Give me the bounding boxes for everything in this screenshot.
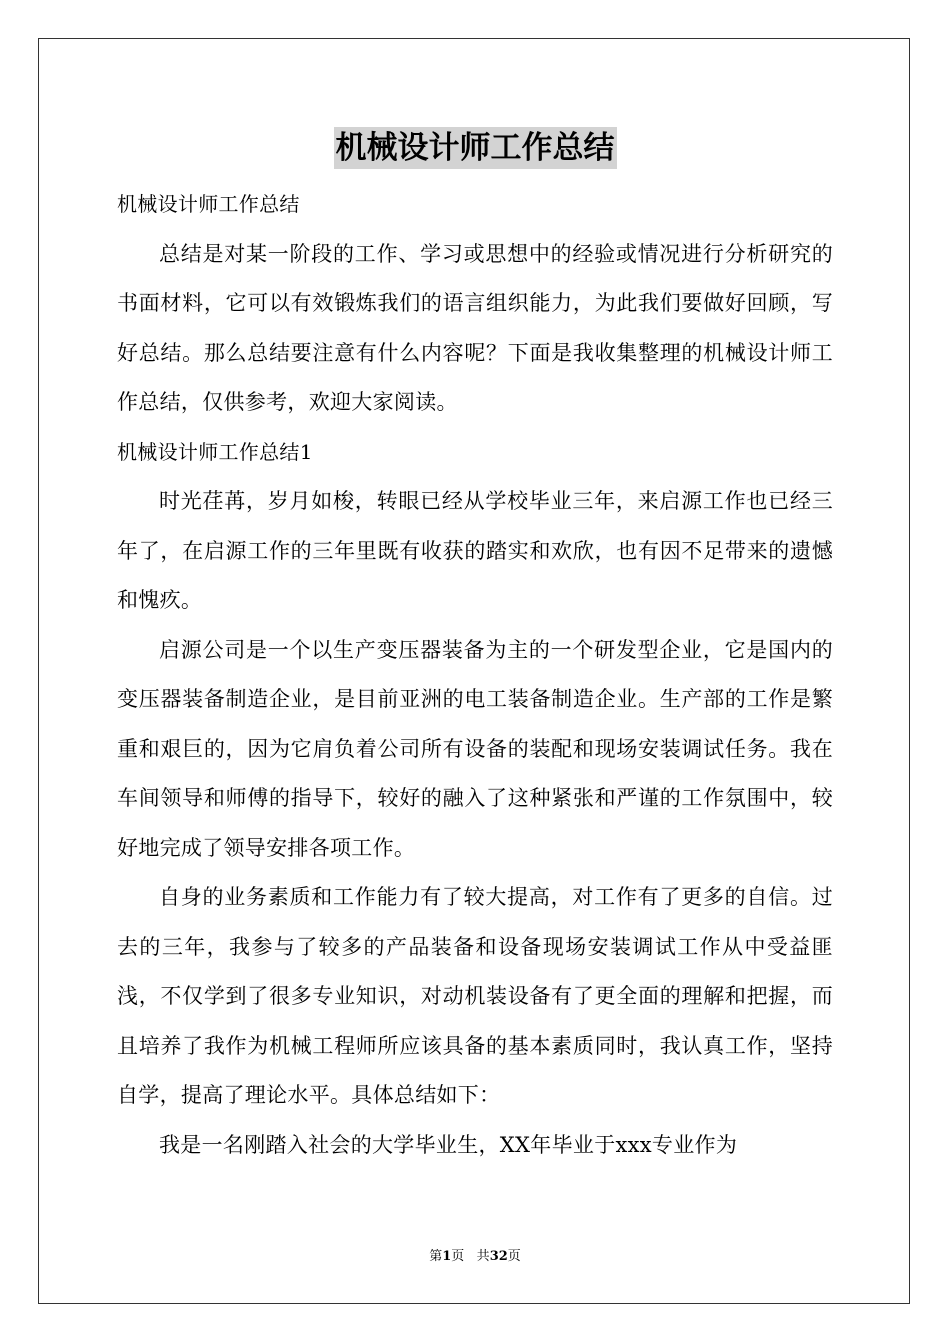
- total-prefix: 共: [476, 1249, 490, 1264]
- body-paragraph: 总结是对某一阶段的工作、学习或思想中的经验或情况进行分析研究的书面材料，它可以有效锻炼我们的语言组织能力，为此我们要做好回顾，写好总结。那么总结要注意有什么内容呢？下面是我收集整理的机械设计师工作总结，仅供参考，欢迎大家阅读。: [117, 241, 833, 414]
- total-unit: 页: [507, 1249, 521, 1264]
- page-total: 32: [489, 1249, 508, 1264]
- document-body: [117, 180, 833, 1170]
- body-paragraph: 时光荏苒，岁月如梭，转眼已经从学校毕业三年，来启源工作也已经三年了，在启源工作的三年里既有收获的踏实和欢欣，也有因不足带来的遗憾和愧疚。: [117, 489, 833, 612]
- body-paragraph: 我是一名刚踏入社会的大学毕业生，XX年毕业于xxx专业作为: [159, 1132, 738, 1157]
- page-current: 1: [442, 1249, 452, 1264]
- body-paragraph: 启源公司是一个以生产变压器装备为主的一个研发型企业，它是国内的变压器装备制造企业，是目前亚洲的电工装备制造企业。生产部的工作是繁重和艰巨的，因为它肩负着公司所有设备的装配和现场安装调试任务。我在车间领导和师傅的指导下，较好的融入了这种紧张和严谨的工作氛围中，较好地完成了领导安排各项工作。: [117, 637, 833, 860]
- body-paragraph: 自身的业务素质和工作能力有了较大提高，对工作有了更多的自信。过去的三年，我参与了较多的产品装备和设备现场安装调试工作从中受益匪浅，不仅学到了很多专业知识，对动机装设备有了更全面的理解和把握，而且培养了我作为机械工程师所应该具备的基本素质同时，我认真工作，坚持自学，提高了理论水平。具体总结如下：: [117, 885, 833, 1107]
- section-heading: 机械设计师工作总结: [117, 192, 300, 216]
- section-heading: 机械设计师工作总结1: [117, 439, 313, 464]
- page-footer: [0, 1248, 950, 1266]
- document-title: 机械设计师工作总结: [334, 127, 617, 169]
- page-prefix: 第: [429, 1249, 443, 1264]
- title-wrap: [0, 127, 950, 169]
- page-unit: 页: [451, 1249, 465, 1264]
